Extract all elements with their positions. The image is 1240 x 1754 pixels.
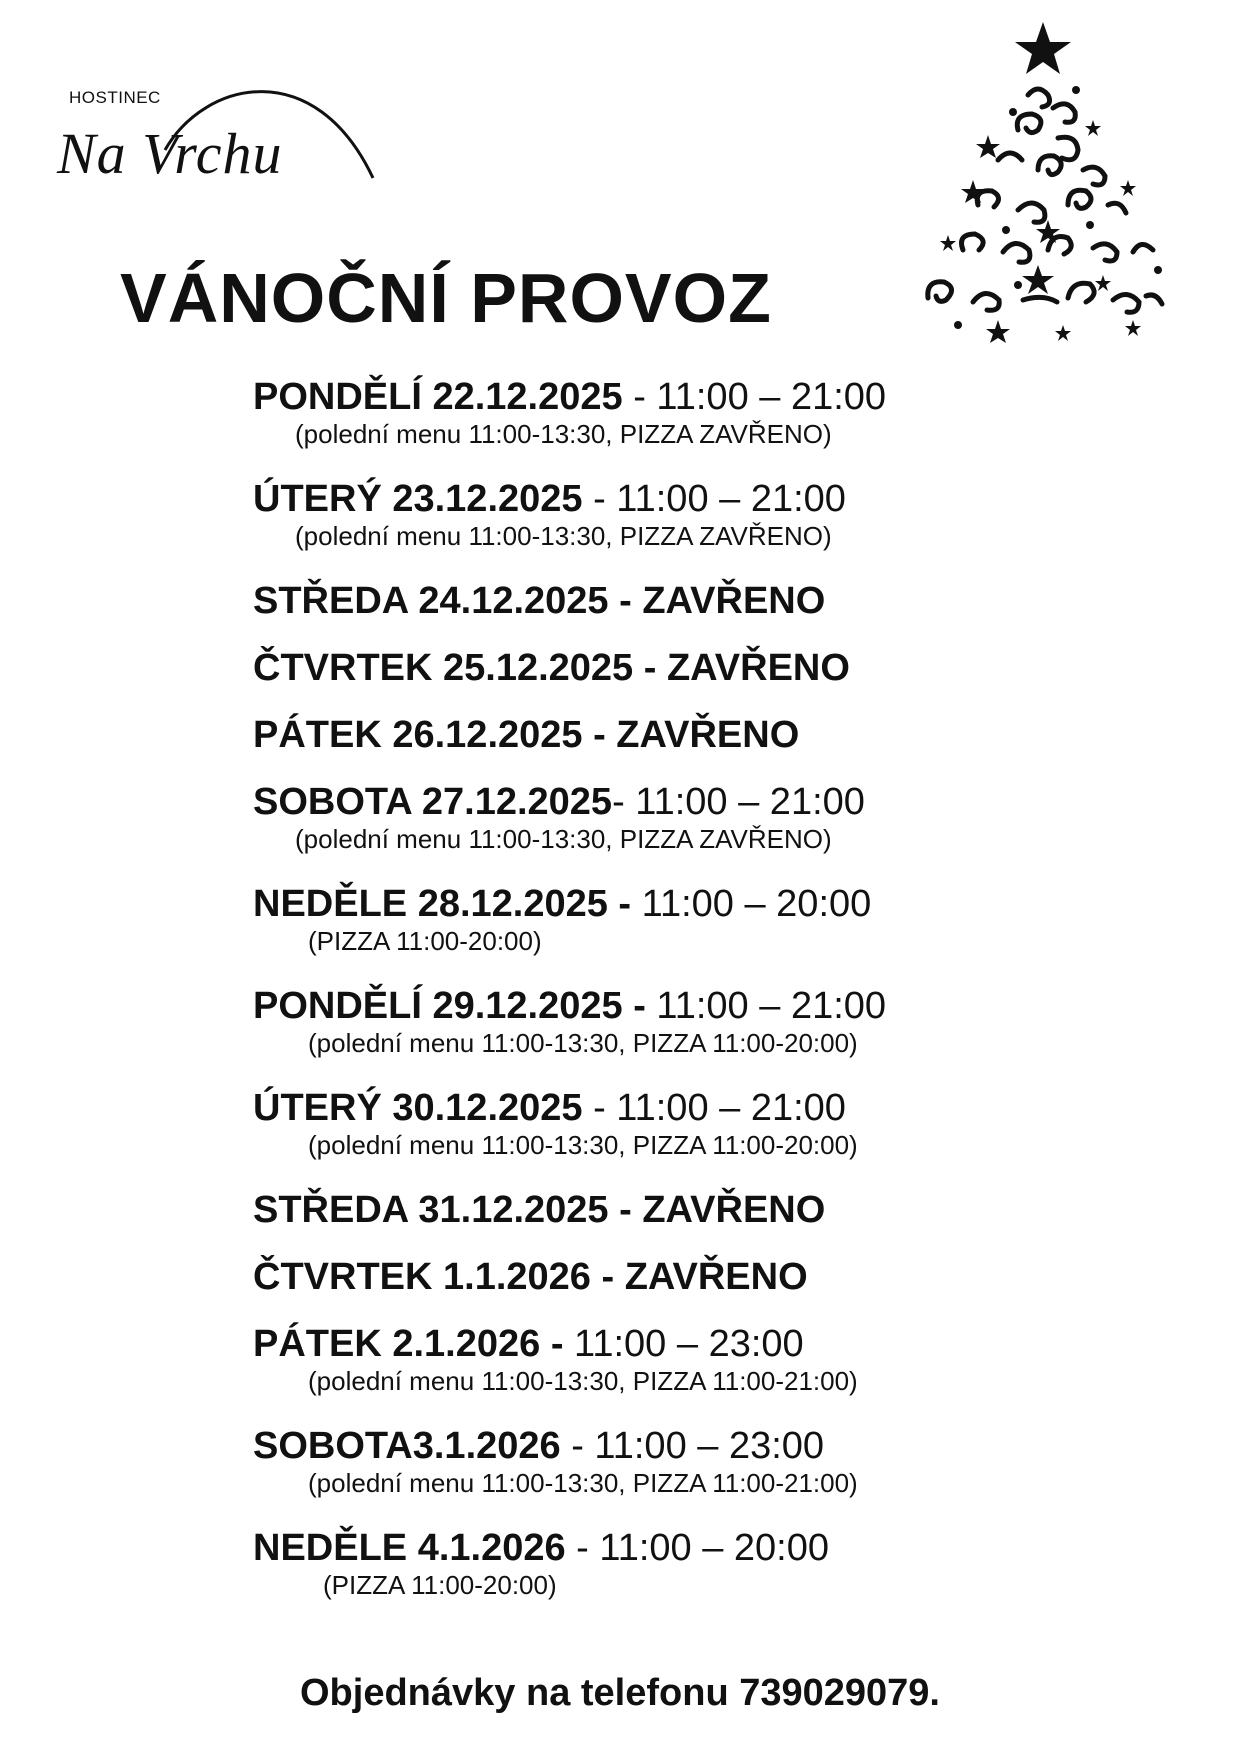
schedule-time: - 11:00 – 21:00 (582, 478, 846, 520)
schedule-note: (PIZZA 11:00-20:00) (308, 926, 542, 956)
schedule-item (253, 1188, 825, 1232)
schedule-time: - 11:00 – 21:00 (612, 781, 865, 823)
restaurant-logo (55, 60, 395, 195)
schedule-note: (polední menu 11:00-13:30, PIZZA 11:00-20:00) (308, 1028, 858, 1058)
schedule-note: (polední menu 11:00-13:30, PIZZA 11:00-20:00) (308, 1130, 858, 1160)
schedule-day: ČTVRTEK 1.1.2026 - ZAVŘENO (253, 1256, 808, 1298)
schedule-day: PÁTEK 26.12.2025 - ZAVŘENO (253, 714, 800, 756)
schedule-note: (polední menu 11:00-13:30, PIZZA ZAVŘENO) (295, 824, 832, 854)
logo-script-text: Na Vrchu (57, 121, 283, 186)
schedule-day: ČTVRTEK 25.12.2025 - ZAVŘENO (253, 647, 850, 689)
schedule-time: 11:00 – 20:00 (631, 883, 872, 925)
schedule-item (253, 1255, 808, 1299)
schedule-item (253, 1526, 829, 1600)
schedule-note: (PIZZA 11:00-20:00) (323, 1570, 557, 1600)
schedule-time: - 11:00 – 21:00 (582, 1087, 846, 1129)
schedule-note: (polední menu 11:00-13:30, PIZZA 11:00-21:00) (308, 1468, 858, 1498)
schedule-day: NEDĚLE 28.12.2025 - (253, 883, 632, 925)
schedule-item (253, 882, 872, 956)
schedule-item (253, 477, 846, 551)
schedule-day: STŘEDA 31.12.2025 - ZAVŘENO (253, 1189, 826, 1231)
schedule-item (253, 984, 887, 1058)
schedule-item (253, 1424, 858, 1498)
schedule-time: - 11:00 – 20:00 (565, 1527, 829, 1569)
schedule-item (253, 713, 799, 757)
logo-small-text: HOSTINEC (69, 88, 161, 107)
schedule-item (253, 1322, 858, 1396)
schedule-day: PONDĚLÍ 29.12.2025 - (253, 985, 646, 1027)
page-title: VÁNOČNÍ PROVOZ (120, 259, 772, 337)
schedule-item (253, 780, 865, 854)
schedule-time: - 11:00 – 21:00 (622, 376, 887, 418)
schedule-day: PONDĚLÍ 22.12.2025 (253, 376, 623, 418)
schedule-note: (polední menu 11:00-13:30, PIZZA ZAVŘENO) (295, 419, 832, 449)
schedule-day: NEDĚLE 4.1.2026 (253, 1527, 566, 1569)
schedule-day: SOBOTA3.1.2026 (253, 1425, 561, 1467)
schedule-note: (polední menu 11:00-13:30, PIZZA ZAVŘENO) (295, 521, 832, 551)
order-phone-footer: Objednávky na telefonu 739029079. (300, 1672, 940, 1714)
schedule-time: 11:00 – 23:00 (563, 1323, 804, 1365)
schedule-item (253, 646, 850, 690)
schedule-time: 11:00 – 21:00 (645, 985, 887, 1027)
christmas-tree-icon (918, 20, 1168, 350)
schedule-item (253, 1086, 858, 1160)
schedule-item (253, 375, 887, 449)
schedule-time: - 11:00 – 23:00 (560, 1425, 825, 1467)
schedule-day: PÁTEK 2.1.2026 - (253, 1323, 564, 1365)
schedule-note: (polední menu 11:00-13:30, PIZZA 11:00-21:00) (308, 1366, 858, 1396)
schedule-day: ÚTERÝ 30.12.2025 (253, 1087, 583, 1129)
schedule-day: SOBOTA 27.12.2025 (253, 781, 613, 823)
schedule-item (253, 579, 825, 623)
schedule-day: STŘEDA 24.12.2025 - ZAVŘENO (253, 580, 826, 622)
schedule-day: ÚTERÝ 23.12.2025 (253, 478, 583, 520)
